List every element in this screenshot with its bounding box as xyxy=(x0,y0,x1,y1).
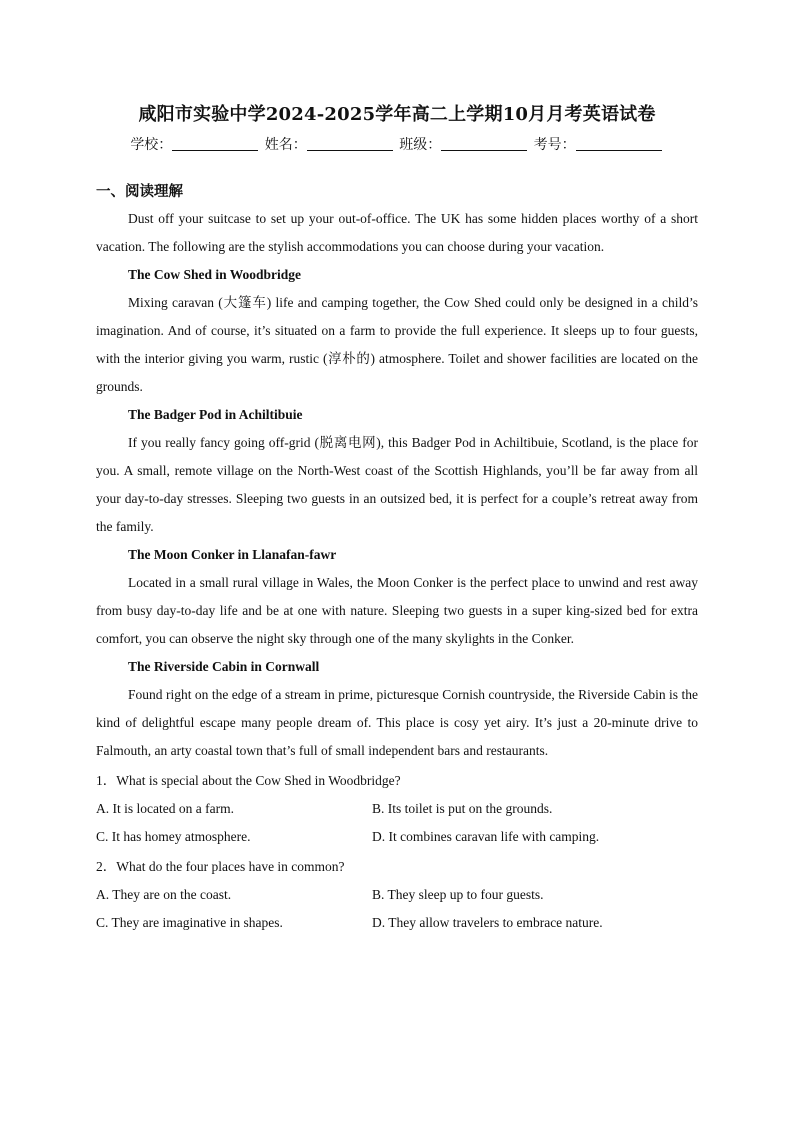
option-c[interactable]: C. It has homey atmosphere. xyxy=(96,829,251,844)
place-heading: The Moon Conker in Llanafan-fawr xyxy=(128,547,337,562)
name-label: 姓名： xyxy=(264,137,307,153)
option-b[interactable]: B. Its toilet is put on the grounds. xyxy=(372,801,553,816)
place-heading: The Riverside Cabin in Cornwall xyxy=(128,659,320,674)
place-description: Mixing caravan (大篷车) life and camping together, the Cow Shed could only be designed in a child’s imagination. And of course, it’s situated on a farm to provide the full experience. It sleeps up to four guests, with the interior giving you warm, rustic (淳朴的) atmosphere. Toilet and shower facilities are located on the grounds. xyxy=(96,295,698,394)
option-d[interactable]: D. They allow travelers to embrace nature. xyxy=(372,915,603,930)
option-c[interactable]: C. They are imaginative in shapes. xyxy=(96,915,283,930)
question-options xyxy=(96,795,698,851)
intro-paragraph: Dust off your suitcase to set up your out-of-office. The UK has some hidden places worthy of a short vacation. The following are the stylish accommodations you can choose during your vacation. xyxy=(96,211,698,254)
option-a[interactable]: A. They are on the coast. xyxy=(96,887,232,902)
exam-number-blank[interactable] xyxy=(576,136,662,151)
place-heading: The Cow Shed in Woodbridge xyxy=(128,267,302,282)
name-blank[interactable] xyxy=(307,136,393,151)
exam-page xyxy=(96,100,698,937)
class-label: 班级： xyxy=(399,137,442,153)
section-title: 一、阅读理解 xyxy=(96,184,183,200)
option-a[interactable]: A. It is located on a farm. xyxy=(96,801,234,816)
option-d[interactable]: D. It combines caravan life with camping. xyxy=(372,829,600,844)
place-description: Found right on the edge of a stream in prime, picturesque Cornish countryside, the Riverside Cabin is the kind of delightful escape many people dream of. This place is cosy yet airy. It’s just a 20-minute drive to Falmouth, an arty coastal town that’s full of small independent bars and restaurants. xyxy=(96,687,698,758)
question-options xyxy=(96,881,698,937)
place-heading: The Badger Pod in Achiltibuie xyxy=(128,407,303,422)
question-stem: 2．What do the four places have in common? xyxy=(96,859,345,874)
option-b[interactable]: B. They sleep up to four guests. xyxy=(372,887,544,902)
exam-number-label: 考号： xyxy=(533,137,576,153)
exam-title: 咸阳市实验中学2024-2025学年高二上学期10月月考英语试卷 xyxy=(138,104,656,125)
class-blank[interactable] xyxy=(441,136,527,151)
school-blank[interactable] xyxy=(172,136,258,151)
school-label: 学校： xyxy=(130,137,173,153)
place-description: Located in a small rural village in Wales, the Moon Conker is the perfect place to unwind and rest away from busy day-to-day life and be at one with nature. Sleeping two guests in a super king-sized bed for extra comfort, you can observe the night sky through one of the many skylights in the Conker. xyxy=(96,575,698,646)
student-info-line xyxy=(96,134,698,154)
question-stem: 1．What is special about the Cow Shed in Woodbridge? xyxy=(96,773,401,788)
place-description: If you really fancy going off-grid (脱离电网), this Badger Pod in Achiltibuie, Scotland, is the place for you. A small, remote village on the North-West coast of the Scottish Highlands, you’ll be far away from all your day-to-day stresses. Sleeping two guests in an outsized bed, it is perfect for a couple’s retreat away from the family. xyxy=(96,435,698,534)
